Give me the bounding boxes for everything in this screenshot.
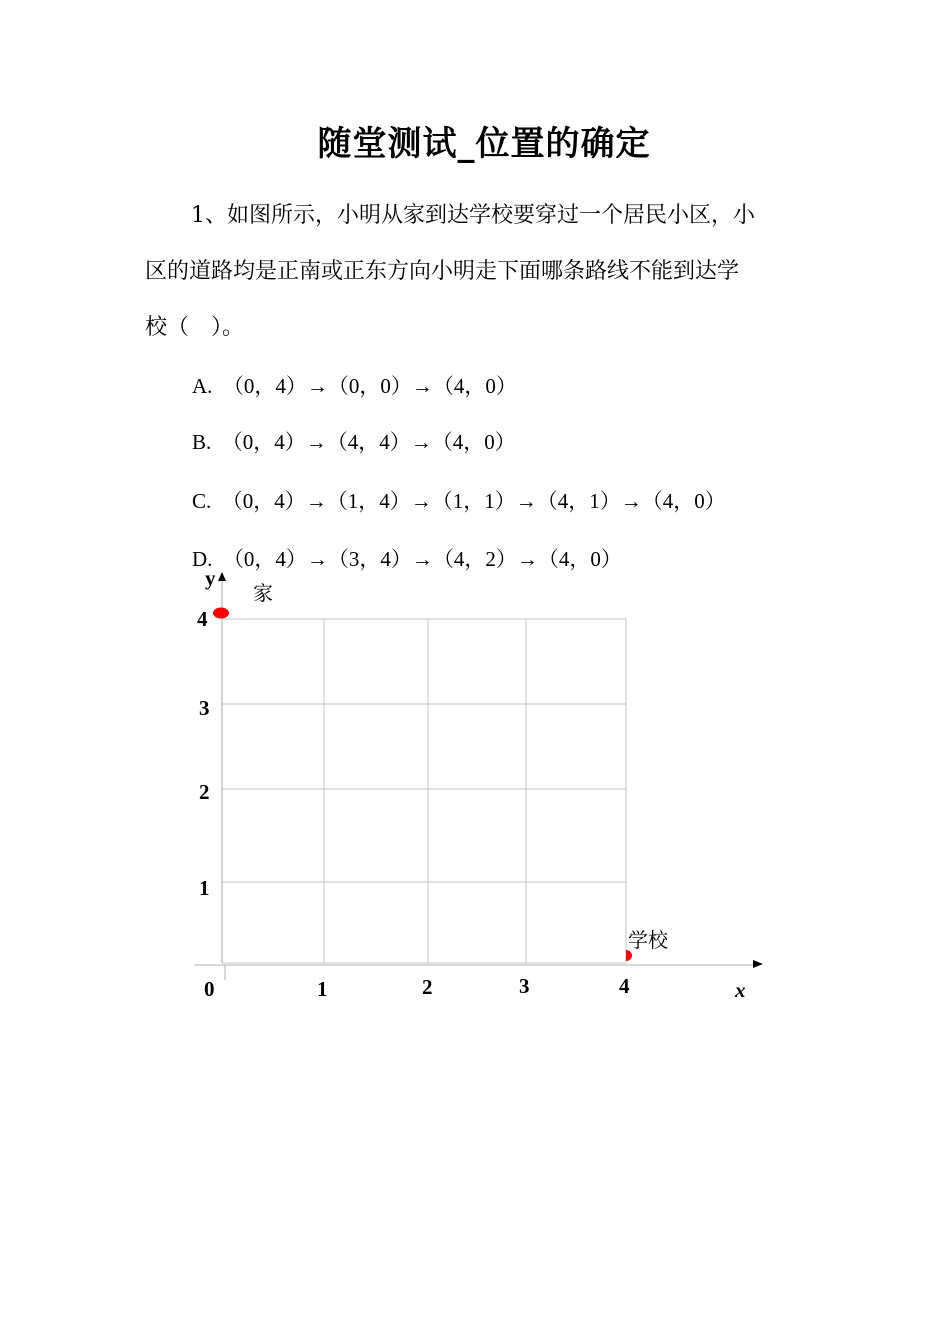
option-label: A. [192, 374, 213, 398]
y-axis-arrow-icon [218, 572, 226, 581]
x-tick-2: 2 [422, 975, 433, 999]
y-tick-1: 1 [199, 876, 210, 900]
x-tick-3: 3 [519, 974, 530, 998]
x-tick-4: 4 [619, 974, 630, 998]
y-axis-label: y [205, 566, 216, 590]
question-line-1: 如图所示，小明从家到达学校要穿过一个居民小区，小 [227, 203, 756, 228]
grid-lines [222, 619, 626, 963]
y-tick-4: 4 [197, 607, 208, 631]
question-number: 1、 [191, 203, 227, 228]
page-title: 随堂测试_位置的确定 [317, 124, 651, 164]
x-axis-arrow-icon [753, 960, 763, 968]
option-label: C. [192, 489, 212, 513]
x-tick-0: 0 [204, 977, 215, 1001]
y-axis [218, 572, 226, 963]
question-line-3: 校（ ）。 [145, 315, 245, 340]
option-route: （0，4）→（3，4）→（4，2）→（4，0） [222, 547, 622, 571]
x-tick-1: 1 [317, 977, 328, 1001]
option-route: （0，4）→（4，4）→（4，0） [221, 430, 516, 454]
option-label: D. [192, 547, 213, 571]
y-tick-2: 2 [199, 780, 210, 804]
home-label: 家 [253, 581, 273, 605]
option-label: B. [192, 430, 212, 454]
school-label: 学校 [628, 928, 668, 952]
option-route: （0，4）→（1，4）→（1，1）→（4，1）→（4，0） [221, 489, 726, 513]
y-tick-3: 3 [199, 696, 210, 720]
question-line-2: 区的道路均是正南或正东方向小明走下面哪条路线不能到达学 [145, 259, 740, 284]
x-axis-label: x [735, 978, 746, 1002]
home-point [213, 608, 229, 619]
option-route: （0，4）→（0，0）→（4，0） [222, 374, 517, 398]
